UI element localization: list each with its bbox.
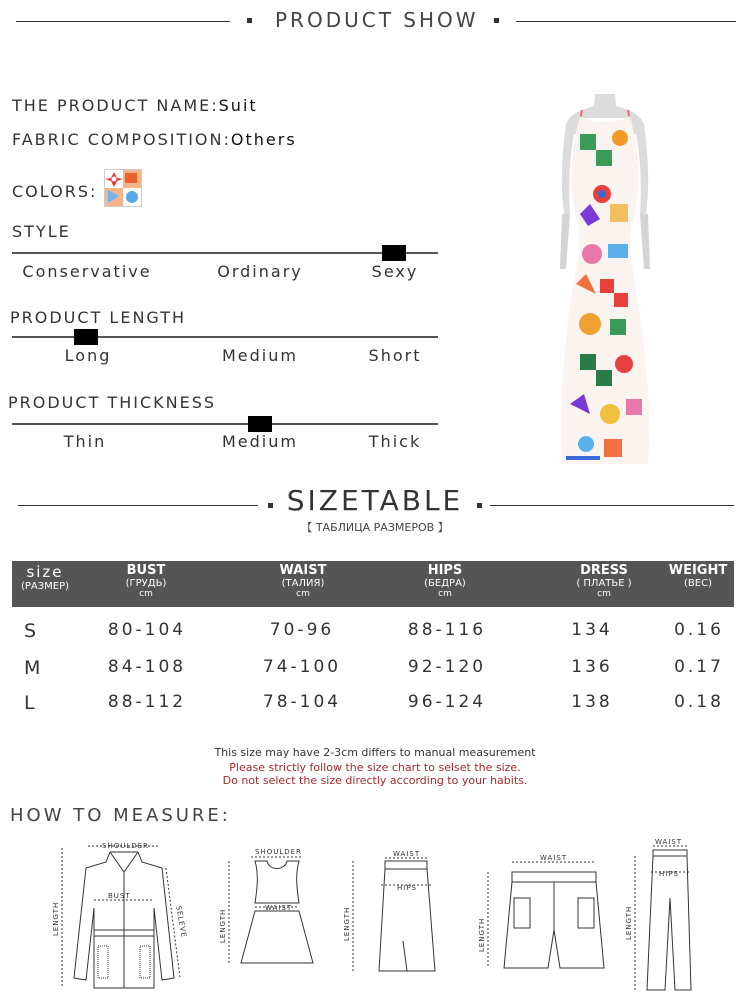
cell-weight: 0.17 <box>674 657 724 677</box>
cell-waist: 78-104 <box>262 692 342 712</box>
style-scale-line <box>12 252 438 254</box>
sizetable-square-right <box>477 503 482 508</box>
dress-waist-label: WAIST <box>265 904 293 912</box>
cell-weight: 0.18 <box>674 692 724 712</box>
header-rule-right <box>516 21 736 22</box>
pants-length-label: LENGTH <box>625 905 633 940</box>
style-title: STYLE <box>12 222 71 241</box>
col-dress: DRESS ( ПЛАТЬЕ ) cm <box>576 563 632 599</box>
col-waist: WAIST (ТАЛИЯ) cm <box>279 563 327 599</box>
fabric-label: FABRIC COMPOSITION: <box>12 130 231 149</box>
thickness-option-thick: Thick <box>368 432 422 451</box>
product-name-value: Suit <box>218 96 258 115</box>
cell-waist: 70-96 <box>269 620 335 640</box>
cell-dress: 136 <box>571 657 613 677</box>
color-swatch[interactable] <box>104 169 142 207</box>
dress-length-label: LENGTH <box>219 908 227 943</box>
style-option-conservative: Conservative <box>22 262 152 281</box>
table-row <box>12 620 734 650</box>
sleeve-label: SELEVE <box>174 905 188 939</box>
length-label: LENGTH <box>52 901 60 936</box>
skirt-diagram <box>345 845 455 1000</box>
cell-dress: 134 <box>571 620 613 640</box>
size-warning-2: Do not select the size directly according to your habits. <box>222 774 528 787</box>
col-hips: HIPS (БЕДРА) cm <box>424 563 466 599</box>
product-photo <box>540 94 670 466</box>
skirt-length-label: LENGTH <box>343 906 351 941</box>
dress-diagram <box>215 845 315 1000</box>
length-option-long: Long <box>64 346 112 365</box>
size-table-header <box>12 561 734 607</box>
length-title: PRODUCT LENGTH <box>10 308 187 327</box>
skirt-hips-label: HIPS <box>397 884 417 892</box>
style-option-ordinary: Ordinary <box>217 262 303 281</box>
cell-hips: 92-120 <box>407 657 487 677</box>
shoulder-label: SHOULDER <box>102 842 149 850</box>
header-square-right <box>494 18 499 23</box>
measurement-note: This size may have 2-3cm differs to manual measurement <box>214 746 536 759</box>
cell-weight: 0.16 <box>674 620 724 640</box>
sizetable-rule-right <box>490 505 734 506</box>
cell-size: M <box>24 657 41 679</box>
bust-label: BUST <box>108 892 131 900</box>
colors-label: COLORS: <box>12 182 98 201</box>
skirt-waist-label: WAIST <box>393 850 421 858</box>
dress-shoulder-label: SHOULDER <box>255 848 302 856</box>
table-row <box>12 692 734 722</box>
page-title: PRODUCT SHOW <box>275 8 479 32</box>
shorts-diagram <box>478 850 618 1000</box>
length-marker <box>74 329 98 345</box>
pants-hips-label: HIPS <box>659 870 679 878</box>
fabric-value: Others <box>230 130 297 149</box>
cell-hips: 96-124 <box>407 692 487 712</box>
sizetable-subtitle: 【 ТАБЛИЦА РАЗМЕРОВ 】 <box>301 521 449 534</box>
style-marker <box>382 245 406 261</box>
shorts-length-label: LENGTH <box>478 917 486 952</box>
pants-waist-label: WAIST <box>655 838 683 846</box>
size-warning-1: Please strictly follow the size chart to selset the size. <box>229 761 521 774</box>
header-square-left <box>247 18 252 23</box>
sizetable-title: SIZETABLE <box>286 484 464 517</box>
length-option-medium: Medium <box>222 346 298 365</box>
table-row <box>12 657 734 687</box>
cell-bust: 84-108 <box>107 657 187 677</box>
col-weight: WEIGHT (ВЕС) <box>668 563 728 589</box>
cell-bust: 80-104 <box>107 620 187 640</box>
jacket-diagram <box>50 838 200 998</box>
how-to-measure-title: HOW TO MEASURE: <box>10 805 231 826</box>
cell-bust: 88-112 <box>107 692 187 712</box>
header-rule-left <box>16 21 230 22</box>
thickness-option-thin: Thin <box>63 432 107 451</box>
cell-size: L <box>24 692 35 714</box>
thickness-scale-line <box>12 423 438 425</box>
pants-diagram <box>625 838 735 998</box>
shorts-waist-label: WAIST <box>540 854 568 862</box>
thickness-title: PRODUCT THICKNESS <box>8 393 216 412</box>
cell-dress: 138 <box>571 692 613 712</box>
cell-size: S <box>24 620 37 642</box>
fabric-row <box>12 130 297 149</box>
product-name-label: THE PRODUCT NAME: <box>12 96 219 115</box>
col-size: size (РАЗМЕР) <box>20 563 70 592</box>
style-option-sexy: Sexy <box>371 262 419 281</box>
thickness-marker <box>248 416 272 432</box>
cell-waist: 74-100 <box>262 657 342 677</box>
product-name-row <box>12 96 258 115</box>
cell-hips: 88-116 <box>407 620 487 640</box>
thickness-option-medium: Medium <box>222 432 298 451</box>
length-option-short: Short <box>368 346 422 365</box>
col-bust: BUST (ГРУДЬ) cm <box>125 563 167 599</box>
